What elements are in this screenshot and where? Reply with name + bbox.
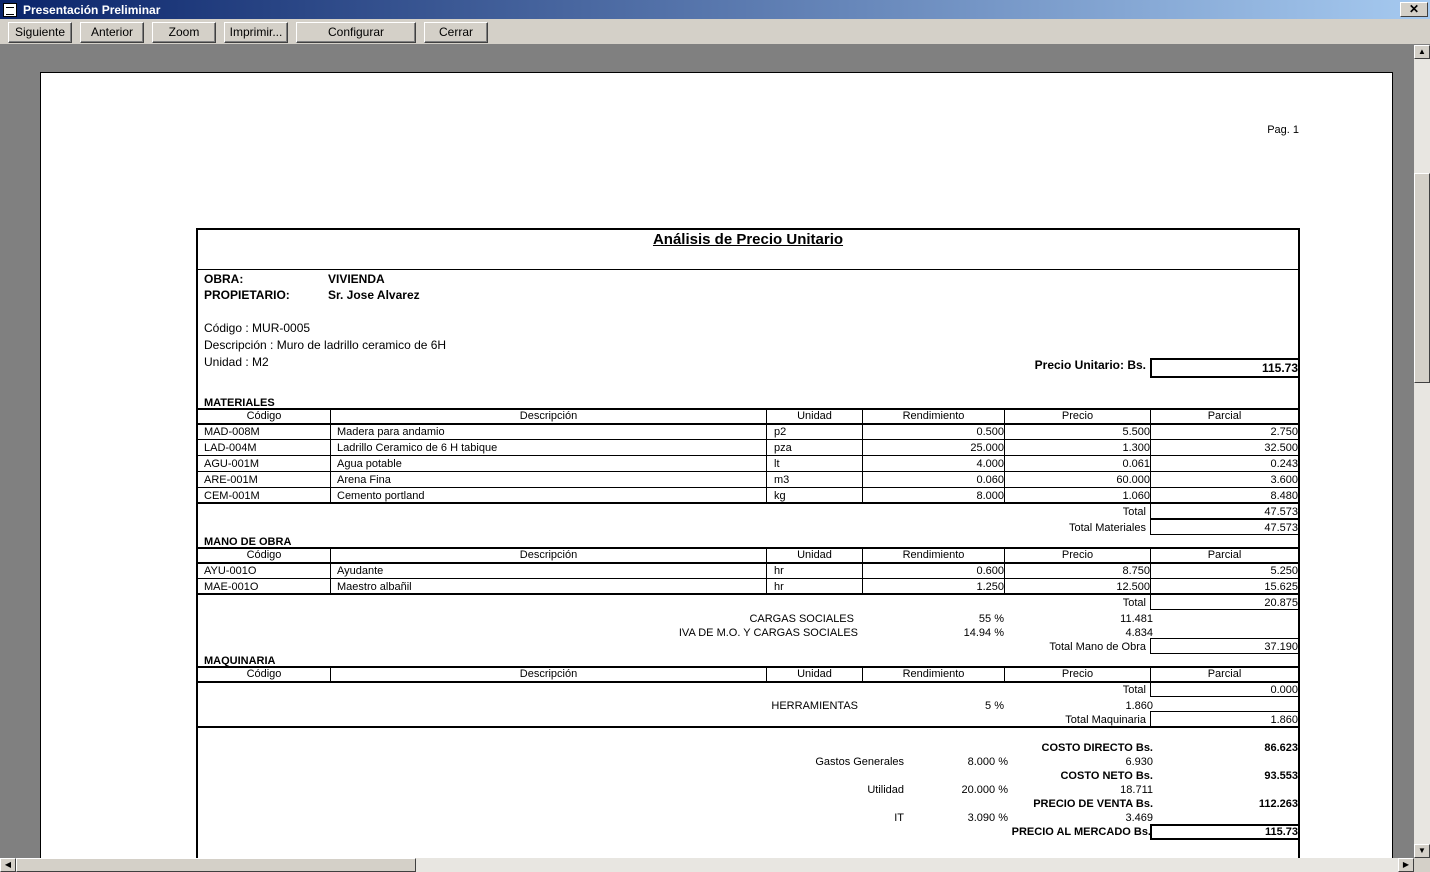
col-header-precio: Precio xyxy=(1061,549,1094,561)
row-descripcion: Madera para andamio xyxy=(337,426,445,438)
precio-mercado-label: PRECIO AL MERCADO Bs. xyxy=(1011,826,1151,838)
row-divider xyxy=(196,455,1300,456)
col-header-unidad: Unidad xyxy=(797,410,832,422)
row-codigo: MAE-001O xyxy=(204,581,259,593)
title-divider xyxy=(196,269,1300,270)
col-header-parcial: Parcial xyxy=(1207,668,1242,680)
maq-total-value: 0.000 xyxy=(1270,684,1298,696)
row-descripcion: Ayudante xyxy=(337,565,384,577)
codigo-line: Código : MUR-0005 xyxy=(204,321,311,335)
row-precio: 12.500 xyxy=(1116,581,1150,593)
col-header-parcial: Parcial xyxy=(1207,410,1242,422)
printer-setup-button[interactable]: Configurar xyxy=(296,22,416,43)
next-button[interactable]: Siguiente xyxy=(8,22,72,43)
scroll-left-arrow-icon[interactable]: ◀ xyxy=(0,858,16,872)
total-materiales-label: Total Materiales xyxy=(1068,522,1146,534)
row-unidad: kg xyxy=(774,490,786,502)
mo-total-label: Total xyxy=(1122,597,1146,609)
col-header-rendimiento: Rendimiento xyxy=(902,549,965,561)
row-divider xyxy=(196,578,1300,579)
row-parcial: 8.480 xyxy=(1270,490,1298,502)
precio-venta-value: 112.263 xyxy=(1258,798,1298,810)
window-titlebar xyxy=(0,0,1430,19)
row-rendimiento: 25.000 xyxy=(970,442,1004,454)
utilidad-value: 18.711 xyxy=(1120,784,1153,796)
row-parcial: 15.625 xyxy=(1264,581,1298,593)
row-precio: 1.300 xyxy=(1122,442,1150,454)
col-header-codigo: Código xyxy=(246,410,282,422)
row-codigo: LAD-004M xyxy=(204,442,257,454)
gastos-generales-label: Gastos Generales xyxy=(815,756,904,768)
mat-total-value: 47.573 xyxy=(1264,506,1298,518)
row-codigo: ARE-001M xyxy=(204,474,258,486)
row-precio: 60.000 xyxy=(1116,474,1150,486)
col-header-codigo: Código xyxy=(246,549,282,561)
row-divider xyxy=(196,439,1300,440)
scrollbar-corner xyxy=(1414,858,1430,872)
close-button[interactable]: Cerrar xyxy=(424,22,488,43)
row-precio: 0.061 xyxy=(1122,458,1150,470)
it-label: IT xyxy=(894,812,904,824)
herramientas-pct: 5 % xyxy=(985,700,1004,712)
vertical-scroll-thumb[interactable] xyxy=(1414,173,1430,383)
costo-neto-value: 93.553 xyxy=(1264,770,1298,782)
row-parcial: 3.600 xyxy=(1270,474,1298,486)
document-icon xyxy=(3,3,17,17)
materiales-title: MATERIALES xyxy=(204,397,275,409)
mo-total-value: 20.875 xyxy=(1264,597,1298,609)
total-mano-obra-value: 37.190 xyxy=(1264,641,1298,653)
col-header-rendimiento: Rendimiento xyxy=(902,410,965,422)
row-rendimiento: 4.000 xyxy=(976,458,1004,470)
maq-header-bottom xyxy=(196,681,1300,683)
mat-col-line xyxy=(1150,409,1151,503)
col-header-descripcion: Descripción xyxy=(519,549,578,561)
row-unidad: lt xyxy=(774,458,780,470)
row-unidad: p2 xyxy=(774,426,787,438)
preview-toolbar xyxy=(0,19,1430,45)
row-codigo: AYU-001O xyxy=(204,565,257,577)
mat-col-line xyxy=(1004,409,1005,503)
col-header-unidad: Unidad xyxy=(797,549,832,561)
propietario-label: PROPIETARIO: xyxy=(204,288,290,302)
horizontal-scroll-thumb[interactable] xyxy=(16,858,416,872)
propietario-value: Sr. Jose Alvarez xyxy=(328,288,420,302)
row-precio: 1.060 xyxy=(1122,490,1150,502)
row-codigo: CEM-001M xyxy=(204,490,260,502)
iva-label: IVA DE M.O. Y CARGAS SOCIALES xyxy=(678,627,858,639)
row-descripcion: Maestro albañil xyxy=(337,581,412,593)
maq-total-label: Total xyxy=(1122,684,1146,696)
total-mano-obra-label: Total Mano de Obra xyxy=(1049,641,1146,653)
unidad-line: Unidad : M2 xyxy=(204,355,269,369)
obra-label: OBRA: xyxy=(204,272,244,286)
col-header-unidad: Unidad xyxy=(797,668,832,680)
mat-total-label: Total xyxy=(1122,506,1146,518)
row-precio: 8.750 xyxy=(1122,565,1150,577)
precio-venta-label: PRECIO DE VENTA Bs. xyxy=(1033,798,1153,810)
cargas-sociales-value: 11.481 xyxy=(1120,613,1153,625)
mat-col-line xyxy=(330,409,331,503)
row-codigo: AGU-001M xyxy=(204,458,260,470)
row-unidad: hr xyxy=(774,581,784,593)
scroll-right-arrow-icon[interactable]: ▶ xyxy=(1398,858,1414,872)
mat-header-bottom xyxy=(196,423,1300,425)
row-rendimiento: 0.060 xyxy=(976,474,1004,486)
precio-mercado-value: 115.73 xyxy=(1264,826,1298,838)
close-window-button[interactable]: ✕ xyxy=(1400,2,1428,17)
mo-header-bottom xyxy=(196,562,1300,564)
cargas-sociales-pct: 55 % xyxy=(978,613,1004,625)
row-unidad: m3 xyxy=(774,474,790,486)
col-header-parcial: Parcial xyxy=(1207,549,1242,561)
it-value: 3.469 xyxy=(1125,812,1153,824)
mat-col-line xyxy=(766,409,767,503)
costo-directo-label: COSTO DIRECTO Bs. xyxy=(1041,742,1153,754)
row-parcial: 0.243 xyxy=(1270,458,1298,470)
row-codigo: MAD-008M xyxy=(204,426,260,438)
col-header-precio: Precio xyxy=(1061,668,1094,680)
row-descripcion: Ladrillo Ceramico de 6 H tabique xyxy=(337,442,498,454)
zoom-button[interactable]: Zoom xyxy=(152,22,216,43)
window-title: Presentación Preliminar xyxy=(23,2,161,17)
mat-table-bottom xyxy=(196,502,1300,504)
row-unidad: pza xyxy=(774,442,792,454)
page-number: Pag. 1 xyxy=(1267,124,1299,136)
total-materiales-value: 47.573 xyxy=(1264,522,1298,534)
gastos-generales-value: 6.930 xyxy=(1125,756,1153,768)
row-rendimiento: 0.600 xyxy=(976,565,1004,577)
mano-obra-title: MANO DE OBRA xyxy=(204,536,292,548)
horizontal-scrollbar[interactable] xyxy=(0,858,1414,872)
row-descripcion: Arena Fina xyxy=(337,474,391,486)
row-parcial: 32.500 xyxy=(1264,442,1298,454)
precio-unitario-value: 115.73 xyxy=(1261,361,1298,375)
frame-right xyxy=(1298,228,1300,858)
preview-viewport[interactable] xyxy=(0,45,1414,858)
col-header-rendimiento: Rendimiento xyxy=(902,668,965,680)
it-pct: 3.090 % xyxy=(967,812,1008,824)
cargas-sociales-label: CARGAS SOCIALES xyxy=(749,613,854,625)
previous-button[interactable]: Anterior xyxy=(80,22,144,43)
herramientas-value: 1.860 xyxy=(1125,700,1153,712)
row-rendimiento: 1.250 xyxy=(976,581,1004,593)
iva-pct: 14.94 % xyxy=(963,627,1004,639)
scroll-down-arrow-icon[interactable]: ▼ xyxy=(1414,844,1430,858)
maquinaria-title: MAQUINARIA xyxy=(204,655,276,667)
total-maquinaria-label: Total Maquinaria xyxy=(1065,714,1146,726)
row-rendimiento: 0.500 xyxy=(976,426,1004,438)
mat-col-line xyxy=(862,409,863,503)
total-maquinaria-value: 1.860 xyxy=(1270,714,1298,726)
row-parcial: 2.750 xyxy=(1270,426,1298,438)
print-button[interactable]: Imprimir... xyxy=(224,22,288,43)
col-header-descripcion: Descripción xyxy=(519,668,578,680)
herramientas-label: HERRAMIENTAS xyxy=(771,700,858,712)
vertical-scrollbar[interactable] xyxy=(1414,45,1430,858)
row-divider xyxy=(196,471,1300,472)
frame-left xyxy=(196,228,198,858)
summary-divider xyxy=(196,726,1300,728)
scroll-up-arrow-icon[interactable]: ▲ xyxy=(1414,45,1430,59)
row-descripcion: Cemento portland xyxy=(337,490,425,502)
report-page xyxy=(40,72,1393,858)
col-header-precio: Precio xyxy=(1061,410,1094,422)
col-header-codigo: Código xyxy=(246,668,282,680)
row-unidad: hr xyxy=(774,565,784,577)
row-rendimiento: 8.000 xyxy=(976,490,1004,502)
row-parcial: 5.250 xyxy=(1270,565,1298,577)
utilidad-pct: 20.000 % xyxy=(961,784,1008,796)
costo-directo-value: 86.623 xyxy=(1264,742,1298,754)
row-divider xyxy=(196,487,1300,488)
precio-unitario-label: Precio Unitario: Bs. xyxy=(1034,358,1146,372)
gastos-generales-pct: 8.000 % xyxy=(967,756,1008,768)
descripcion-line: Descripción : Muro de ladrillo ceramico de 6H xyxy=(204,338,447,352)
mo-table-bottom xyxy=(196,593,1300,595)
row-precio: 5.500 xyxy=(1122,426,1150,438)
frame-top xyxy=(196,228,1300,230)
iva-value: 4.834 xyxy=(1125,627,1153,639)
obra-value: VIVIENDA xyxy=(328,272,385,286)
utilidad-label: Utilidad xyxy=(867,784,904,796)
report-title: Análisis de Precio Unitario xyxy=(652,231,844,248)
row-descripcion: Agua potable xyxy=(337,458,402,470)
costo-neto-label: COSTO NETO Bs. xyxy=(1060,770,1153,782)
col-header-descripcion: Descripción xyxy=(519,410,578,422)
